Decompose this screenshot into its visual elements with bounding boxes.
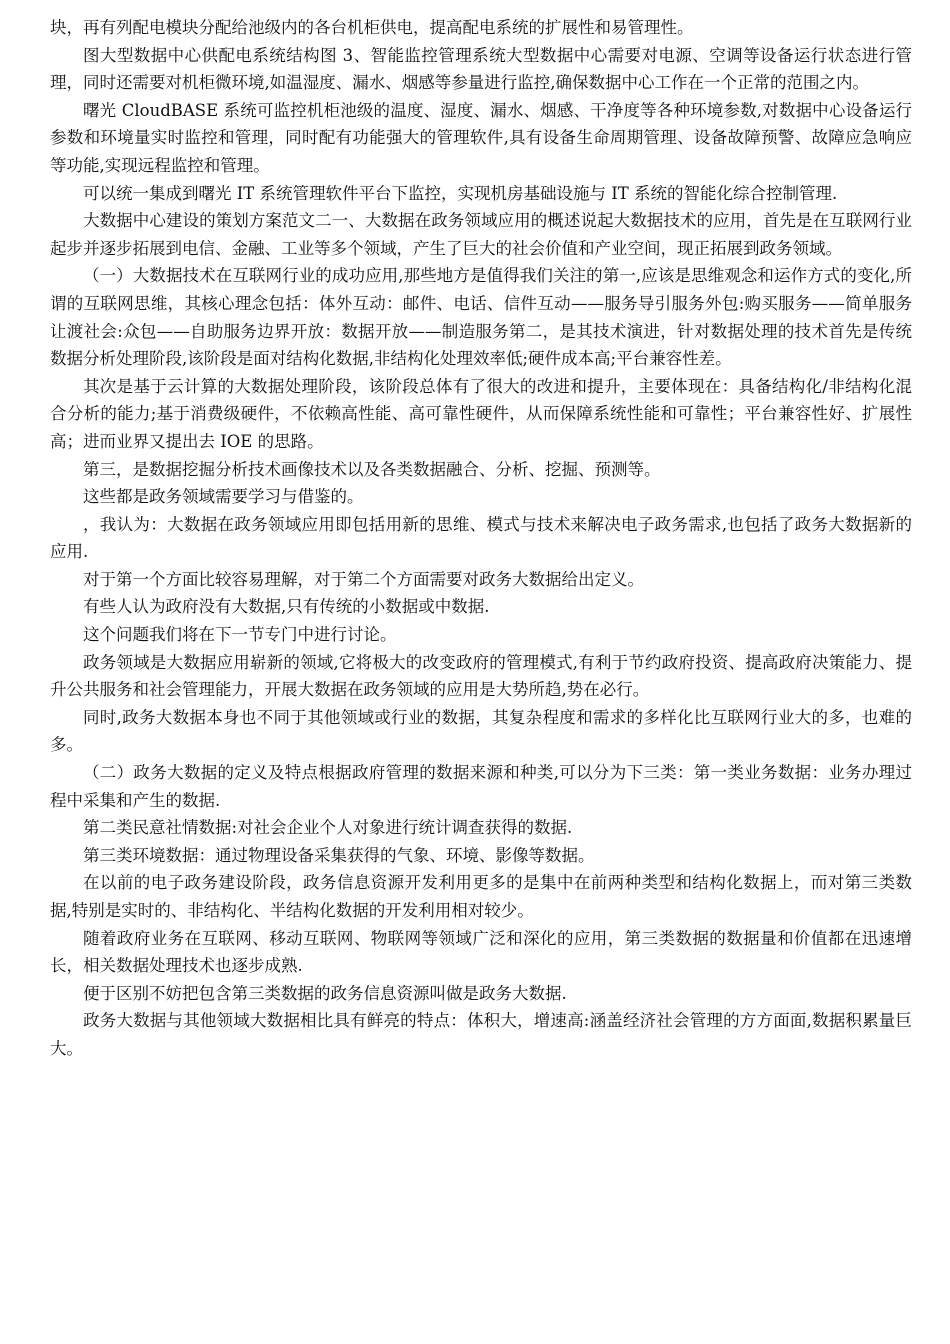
paragraph-20: 随着政府业务在互联网、移动互联网、物联网等领域广泛和深化的应用，第三类数据的数据量和价值都在迅速增长，相关数据处理技术也逐步成熟. [50,928,912,976]
paragraph-3: 曙光 CloudBASE 系统可监控机柜池级的温度、湿度、漏水、烟感、干净度等各种环境参数,对数据中心设备运行参数和环境量实时监控和管理，同时配有功能强大的管理软件,具有设备生命周期管理、设备故障预警、故障应急响应等功能,实现远程监控和管理。 [50,100,912,175]
paragraph-11: 对于第一个方面比较容易理解，对于第二个方面需要对政务大数据给出定义。 [83,569,644,589]
paragraph-13: 这个问题我们将在下一节专门中进行讨论。 [83,625,397,645]
paragraph-4: 可以统一集成到曙光 IT 系统管理软件平台下监控，实现机房基础设施与 IT 系统的智能化综合控制管理. [83,183,838,203]
paragraph-19: 在以前的电子政务建设阶段，政务信息资源开发利用更多的是集中在前两种类型和结构化数据上，而对第三类数据,特别是实时的、非结构化、半结构化数据的开发利用相对较少。 [50,873,912,920]
paragraph-18: 第三类环境数据：通过物理设备采集获得的气象、环境、影像等数据。 [83,845,595,865]
paragraph-2: 图大型数据中心供配电系统结构图 3、智能监控管理系统大型数据中心需要对电源、空调等设备运行状态进行管理，同时还需要对机柜微环境,如温湿度、漏水、烟感等参量进行监控,确保数据中心工作在一个正常的范围之内。 [50,45,912,93]
paragraph-12: 有些人认为政府没有大数据,只有传统的小数据或中数据. [83,597,490,617]
paragraph-21: 便于区别不妨把包含第三类数据的政务信息资源叫做是政务大数据. [83,983,567,1003]
paragraph-8: 第三，是数据挖掘分析技术画像技术以及各类数据融合、分析、挖掘、预测等。 [83,459,661,479]
paragraph-5: 大数据中心建设的策划方案范文二一、大数据在政务领域应用的概述说起大数据技术的应用，首先是在互联网行业起步并逐步拓展到电信、金融、工业等多个领域，产生了巨大的社会价值和产业空间，现正拓展到政务领域。 [50,211,912,258]
paragraph-17: 第二类民意社情数据:对社会企业个人对象进行统计调查获得的数据. [83,818,573,838]
paragraph-9: 这些都是政务领域需要学习与借鉴的。 [83,487,364,507]
paragraph-22: 政务大数据与其他领域大数据相比具有鲜亮的特点：体积大，增速高:涵盖经济社会管理的方方面面,数据积累量巨大。 [50,1011,912,1058]
paragraph-10: ，我认为：大数据在政务领域应用即包括用新的思维、模式与技术来解决电子政务需求,也包括了政务大数据新的应用. [50,514,912,562]
paragraph-16: （二）政务大数据的定义及特点根据政府管理的数据来源和种类,可以分为下三类：第一类业务数据：业务办理过程中采集和产生的数据. [50,763,912,810]
paragraph-6: （一）大数据技术在互联网行业的成功应用,那些地方是值得我们关注的第一,应该是思维观念和运作方式的变化,所谓的互联网思维，其核心理念包括：体外互动：邮件、电话、信件互动——服务导引服务外包:购买服务——简单服务让渡社会:众包——自助服务边界开放：数据开放——制造服务第二，是其技术演进，针对数据处理的技术首先是传统数据分析处理阶段,该阶段是面对结构化数据,非结构化处理效率低;硬件成本高;平台兼容性差。 [50,266,912,369]
paragraph-7: 其次是基于云计算的大数据处理阶段，该阶段总体有了很大的改进和提升，主要体现在：具备结构化/非结构化混合分析的能力;基于消费级硬件，不依赖高性能、高可靠性硬件，从而保障系统性能和可靠性；平台兼容性好、扩展性高；进而业界又提出去 IOE 的思路。 [50,376,912,451]
paragraph-15: 同时,政务大数据本身也不同于其他领域或行业的数据，其复杂程度和需求的多样化比互联网行业大的多，也难的多。 [50,707,912,755]
paragraph-14: 政务领域是大数据应用崭新的领域,它将极大的改变政府的管理模式,有利于节约政府投资、提高政府决策能力、提升公共服务和社会管理能力，开展大数据在政务领域的应用是大势所趋,势在必行。 [50,652,912,700]
paragraph-1: 块，再有列配电模块分配给池级内的各台机柜供电，提高配电系统的扩展性和易管理性。 [50,18,694,37]
